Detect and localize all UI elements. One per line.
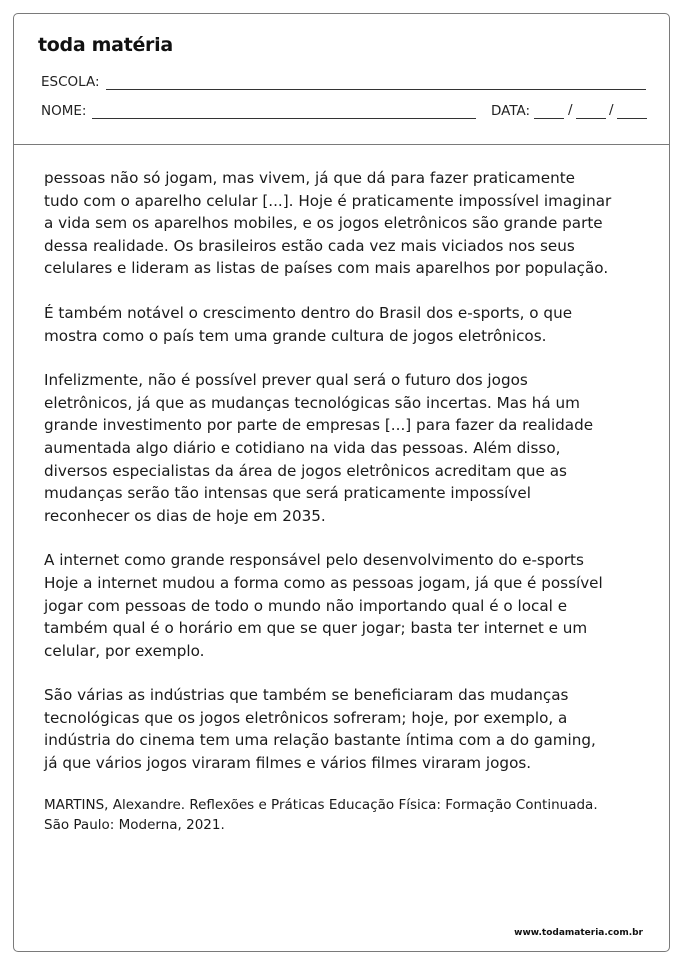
date-day-field[interactable]	[534, 118, 564, 119]
school-field[interactable]	[106, 89, 646, 90]
name-label: NOME:	[41, 103, 87, 119]
date-separator-2: /	[609, 102, 614, 118]
text-body	[44, 167, 614, 835]
worksheet-header	[14, 14, 669, 145]
name-field[interactable]	[92, 118, 476, 119]
footer-url: www.todamateria.com.br	[514, 928, 643, 938]
citation-line-2: São Paulo: Moderna, 2021.	[44, 816, 225, 833]
brand-logo: toda matéria	[38, 34, 173, 56]
paragraph-3: Infelizmente, não é possível prever qual será o futuro dos jogos eletrônicos, já que as mudanças tecnológicas são incertas. Mas há um grande investimento por parte de empresas [...] para fazer da realidade aumentada algo diário e cotidiano na vida das pessoas. Além disso, diversos especialistas da área de jogos eletrônicos acreditam que as mudanças serão tão intensas que será praticamente impossível reconhecer os dias de hoje em 2035.	[44, 371, 594, 525]
date-separator-1: /	[568, 102, 573, 118]
paragraph-2: É também notável o crescimento dentro do Brasil dos e-sports, o que mostra como o país tem uma grande cultura de jogos eletrônicos.	[44, 303, 573, 345]
date-month-field[interactable]	[576, 118, 606, 119]
date-year-field[interactable]	[617, 118, 647, 119]
school-label: ESCOLA:	[41, 74, 100, 90]
paragraph-1: pessoas não só jogam, mas vivem, já que dá para fazer praticamente tudo com o aparelho celular [...]. Hoje é praticamente impossível imaginar a vida sem os aparelhos mobiles, e os jogos eletrônicos são grande parte dessa realidade. Os brasileiros estão cada vez mais viciados nos seus celulares e lideram as listas de países com mais aparelhos por população.	[44, 169, 612, 278]
citation-line-1: MARTINS, Alexandre. Reflexões e Práticas Educação Física: Formação Continuada.	[44, 796, 598, 813]
paragraph-5: São várias as indústrias que também se beneficiaram das mudanças tecnológicas que os jogos eletrônicos sofreram; hoje, por exemplo, a indústria do cinema tem uma relação bastante íntima com a do gaming, já que vários jogos viraram filmes e vários filmes viraram jogos.	[44, 686, 596, 773]
paragraph-4: A internet como grande responsável pelo desenvolvimento do e-sports Hoje a internet mudou a forma como as pessoas jogam, já que é possível jogar com pessoas de todo o mundo não importando qual é o local e também qual é o horário em que se quer jogar; basta ter internet e um celular, por exemplo.	[44, 551, 603, 660]
date-label: DATA:	[491, 103, 531, 119]
citation	[44, 795, 614, 835]
